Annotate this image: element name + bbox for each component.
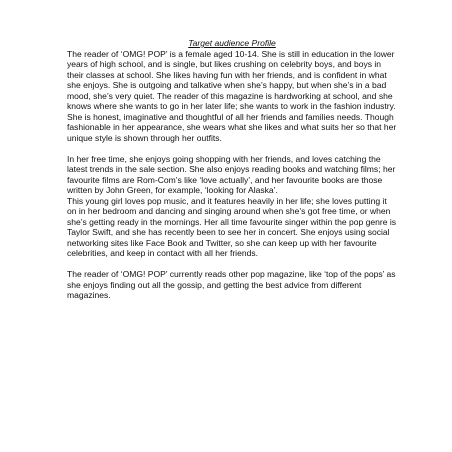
document-title: Target audience Profile [188,38,276,48]
paragraph-other-magazines: The reader of ‘OMG! POP’ currently reads other pop magazine, like ‘top of the pops’ as she enjoys finding out all the gossip, and getting the best advice from different magazines. [67,269,396,300]
document-body [67,38,397,301]
paragraph-gap [67,143,397,154]
paragraph-pop-music: This young girl loves pop music, and it features heavily in her life; she loves putting it on in her bedroom and dancing and singing around when she’s got free time, or when she’s getting ready in the mornings. Her all time favourite singer within the pop genre is Taylor Swift, and she has recently been to see her in concert. She enjoys using social networking sites like Face Book and Twitter, so she can keep up with her favourite celebrities, and keep in contact with all her friends. [67,195,397,258]
paragraph-free-time: In her free time, she enjoys going shopping with her friends, and loves catching the latest trends in the sale section. She also enjoys reading books and watching films; her favourite films are Rom-Com’s like ‘love actually’, and her favourite books are those written by John Green, for example, ‘looking for Alaska’. [67,153,396,195]
paragraph-gap [67,259,397,270]
paragraph-reader-profile: The reader of ‘OMG! POP’ is a female aged 10-14. She is still in education in the lower years of high school, and is single, but likes crushing on celebrity boys, and boys in their classes at school. She likes having fun with her friends, and is confident in what she enjoys. She is outgoing and talkative when she’s happy, but when she’s in a bad mood, she’s very quiet. The reader of this magazine is hardworking at school, and she knows where she wants to go in her later life; she wants to work in the fashion industry. She is honest, imaginative and thoughtful of all her friends and families needs. Though fashionable in her appearance, she wears what she likes and what suits her so that her unique style is shown through her outfits. [67,48,397,143]
